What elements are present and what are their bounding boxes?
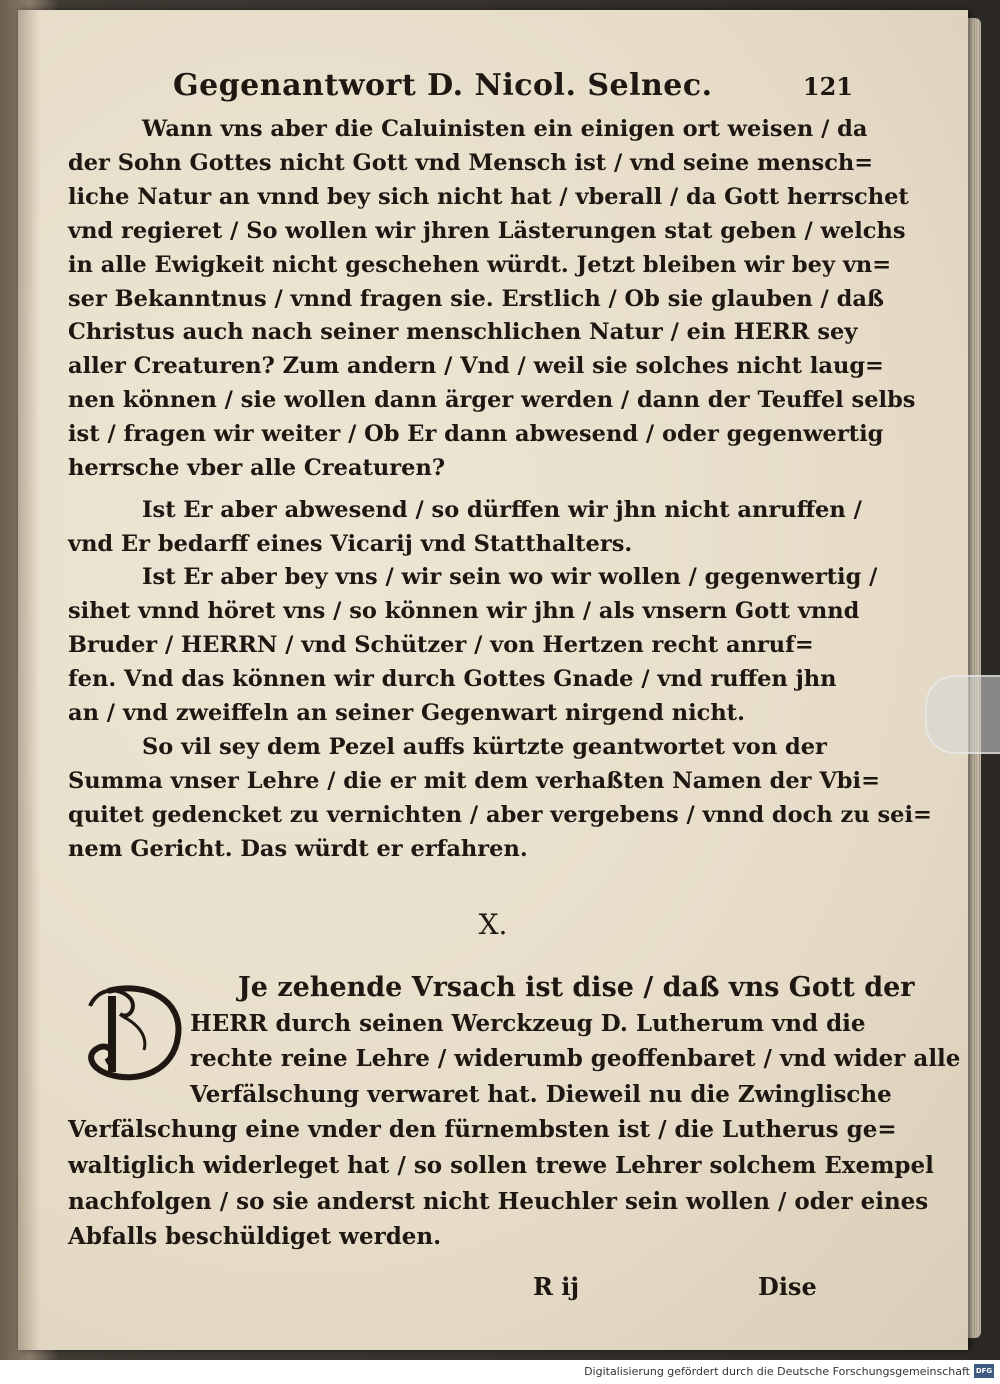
text-line: Ist Er aber abwesend / so dürffen wir jhn nicht anruffen / [142,497,862,523]
text-line: Bruder / HERRN / vnd Schützer / von Hertzen recht anruf= [68,631,814,658]
paragraph [68,494,862,562]
text-line: fen. Vnd das können wir durch Gottes Gnade / vnd ruffen jhn [68,665,837,692]
text-line: Abfalls beschüldiget werden. [68,1223,442,1251]
text-line: Christus auch nach seiner menschlichen Natur / ein HERR sey [68,319,858,346]
text-line: nen können / sie wollen dann ärger werden / dann der Teuffel selbs [68,387,916,414]
text-line: liche Natur an vnnd bey sich nicht hat / vberall / da Gott herrschet [68,183,909,210]
text-line: vnd Er bedarff eines Vicarij vnd Statthalters. [68,530,633,557]
text-line: in alle Ewigkeit nicht geschehen würdt. Jetzt bleiben wir bey vn= [68,251,892,278]
folio-number: 121 [802,72,853,101]
text-line: HERR durch seinen Werckzeug D. Lutherum vnd die [190,1009,866,1037]
paragraph [68,731,932,867]
paragraph [68,113,916,486]
text-line: Summa vnser Lehre / die er mit dem verhaßten Namen der Vbi= [68,767,880,794]
book-page [18,10,968,1350]
text-line: Wann vns aber die Caluinisten ein einigen ort weisen / da [142,116,868,142]
catchword: Dise [758,1272,817,1301]
section-number: X. [478,908,508,941]
text-line: waltiglich widerleget hat / so sollen trewe Lehrer solchem Exempel [68,1151,934,1179]
text-line: ist / fragen wir weiter / Ob Er dann abwesend / oder gegenwertig [68,421,884,448]
section-10-paragraph [68,970,961,1255]
text-line: quitet gedencket zu vernichten / aber vergebens / vnnd doch zu sei= [68,801,932,828]
text-line: So vil sey dem Pezel auffs kürtzte geantwortet von der [142,734,827,760]
text-line: Verfälschung verwaret hat. Dieweil nu die Zwinglische [190,1080,892,1108]
paragraph [68,561,878,731]
text-line: nachfolgen / so sie anderst nicht Heuchler sein wollen / oder eines [68,1187,929,1215]
funding-credit: Digitalisierung gefördert durch die Deutsche Forschungsgemeinschaft [584,1365,970,1378]
text-line: herrsche vber alle Creaturen? [68,455,446,482]
running-title: Gegenantwort D. Nicol. Selnec. [173,68,713,103]
text-line: Ist Er aber bey vns / wir sein wo wir wollen / gegenwertig / [142,564,878,590]
text-line: der Sohn Gottes nicht Gott vnd Mensch ist / vnd seine mensch= [68,149,874,176]
text-line: vnd regieret / So wollen wir jhren Lästerungen stat geben / welchs [68,217,906,244]
signature-mark: R ij [533,1272,580,1301]
text-line: Verfälschung eine vnder den fürnembsten ist / die Lutherus ge= [68,1116,897,1144]
footer-bar [0,1360,1000,1384]
text-line: an / vnd zweiffeln an seiner Gegenwart nirgend nicht. [68,699,745,726]
text-line: aller Creaturen? Zum andern / Vnd / weil sie solches nicht laug= [68,353,884,380]
text-line: ser Bekanntnus / vnnd fragen sie. Erstlich / Ob sie glauben / daß [68,285,884,312]
page-clip [925,675,1000,754]
text-line: rechte reine Lehre / widerumb geoffenbaret / vnd wider alle [190,1045,961,1073]
text-line: nem Gericht. Das würdt er erfahren. [68,835,528,862]
dfg-logo: DFG [974,1364,994,1378]
page-header [173,68,853,116]
text-line: Je zehende Vrsach ist dise / daß vns Gott der [238,972,915,1003]
text-line: sihet vnnd höret vns / so können wir jhn / als vnsern Gott vnnd [68,597,860,624]
